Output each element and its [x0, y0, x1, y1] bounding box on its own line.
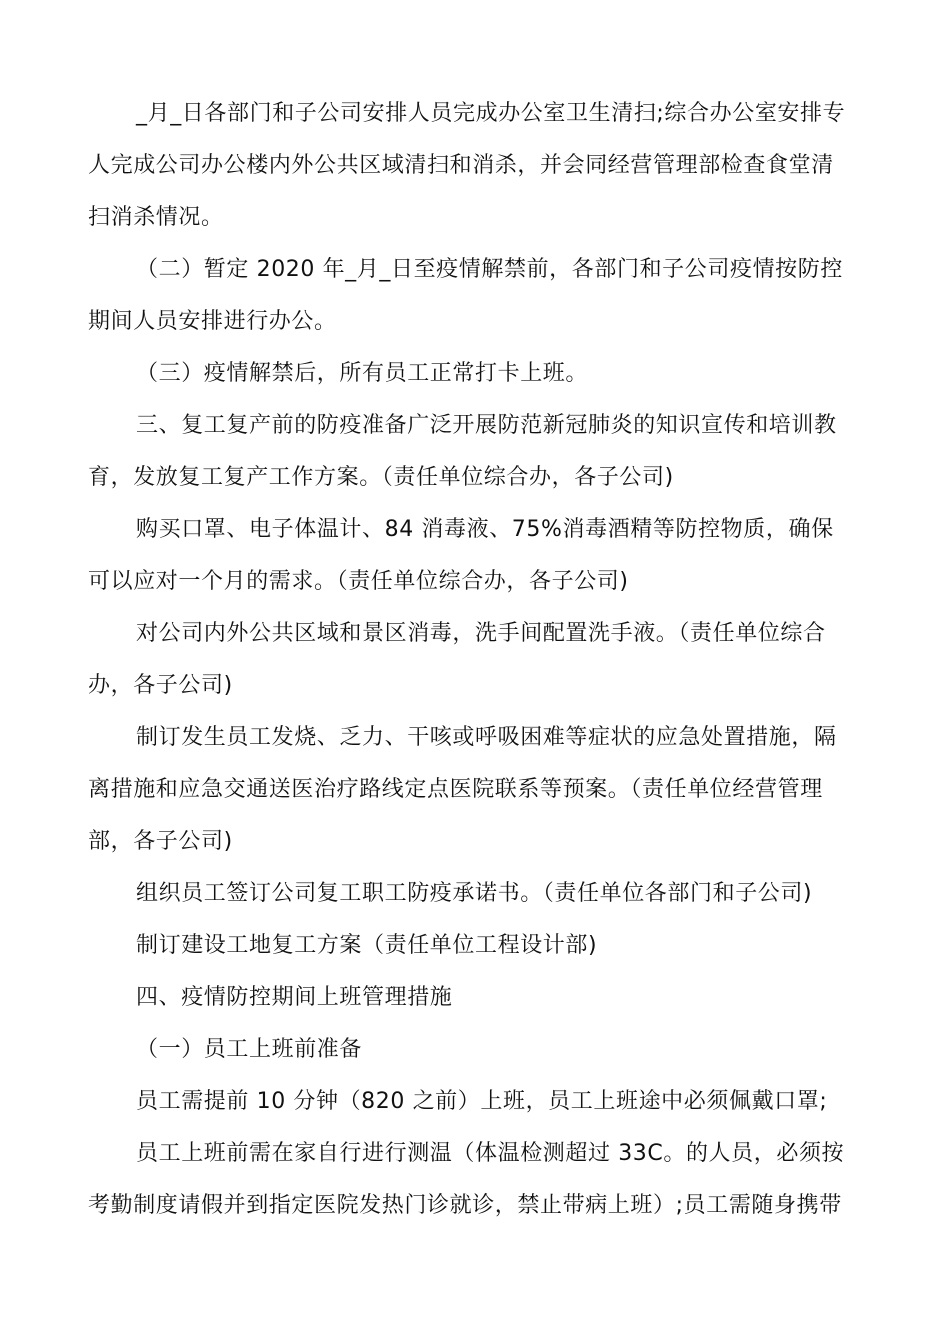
text-line: 组织员工签订公司复工职工防疫承诺书。（责任单位各部门和子公司): [136, 881, 813, 906]
text-line: 部，各子公司): [88, 829, 233, 854]
text-line: 对公司内外公共区域和景区消毒，洗手间配置洗手液。（责任单位综合: [136, 621, 826, 646]
text-line: 扫消杀情况。: [88, 205, 224, 230]
text-line: 离措施和应急交通送医治疗路线定点医院联系等预案。（责任单位经营管理: [88, 777, 823, 802]
text-line: 制订发生员工发烧、乏力、干咳或呼吸困难等症状的应急处置措施，隔: [136, 725, 837, 750]
text-line: 购买口罩、电子体温计、84 消毒液、75%消毒酒精等防控物质，确保: [136, 517, 834, 542]
text-line: 期间人员安排进行办公。: [88, 309, 337, 334]
text-line: 可以应对一个月的需求。（责任单位综合办，各子公司): [88, 569, 629, 594]
subsection-heading: （一）员工上班前准备: [136, 1037, 363, 1062]
text-line: 制订建设工地复工方案（责任单位工程设计部): [136, 933, 598, 958]
text-line: 办，各子公司): [88, 673, 233, 698]
text-line: 育，发放复工复产工作方案。（责任单位综合办，各子公司): [88, 465, 674, 490]
section-heading: 四、疫情防控期间上班管理措施: [136, 985, 453, 1010]
text-line: 员工上班前需在家自行进行测温（体温检测超过 33C。的人员，必须按: [136, 1141, 845, 1166]
text-line: 员工需提前 10 分钟（820 之前）上班，员工上班途中必须佩戴口罩;: [136, 1089, 828, 1114]
text-line: 三、复工复产前的防疫准备广泛开展防范新冠肺炎的知识宣传和培训教: [136, 413, 837, 438]
text-line: 考勤制度请假并到指定医院发热门诊就诊，禁止带病上班）;员工需随身携带: [88, 1193, 842, 1218]
text-line: （二）暂定 2020 年_月_日至疫情解禁前，各部门和子公司疫情按防控: [136, 257, 843, 282]
text-line: 人完成公司办公楼内外公共区域清扫和消杀，并会同经营管理部检查食堂清: [88, 153, 834, 178]
text-line: _月_日各部门和子公司安排人员完成办公室卫生清扫;综合办公室安排专: [136, 101, 846, 126]
text-line: （三）疫情解禁后，所有员工正常打卡上班。: [136, 361, 589, 386]
